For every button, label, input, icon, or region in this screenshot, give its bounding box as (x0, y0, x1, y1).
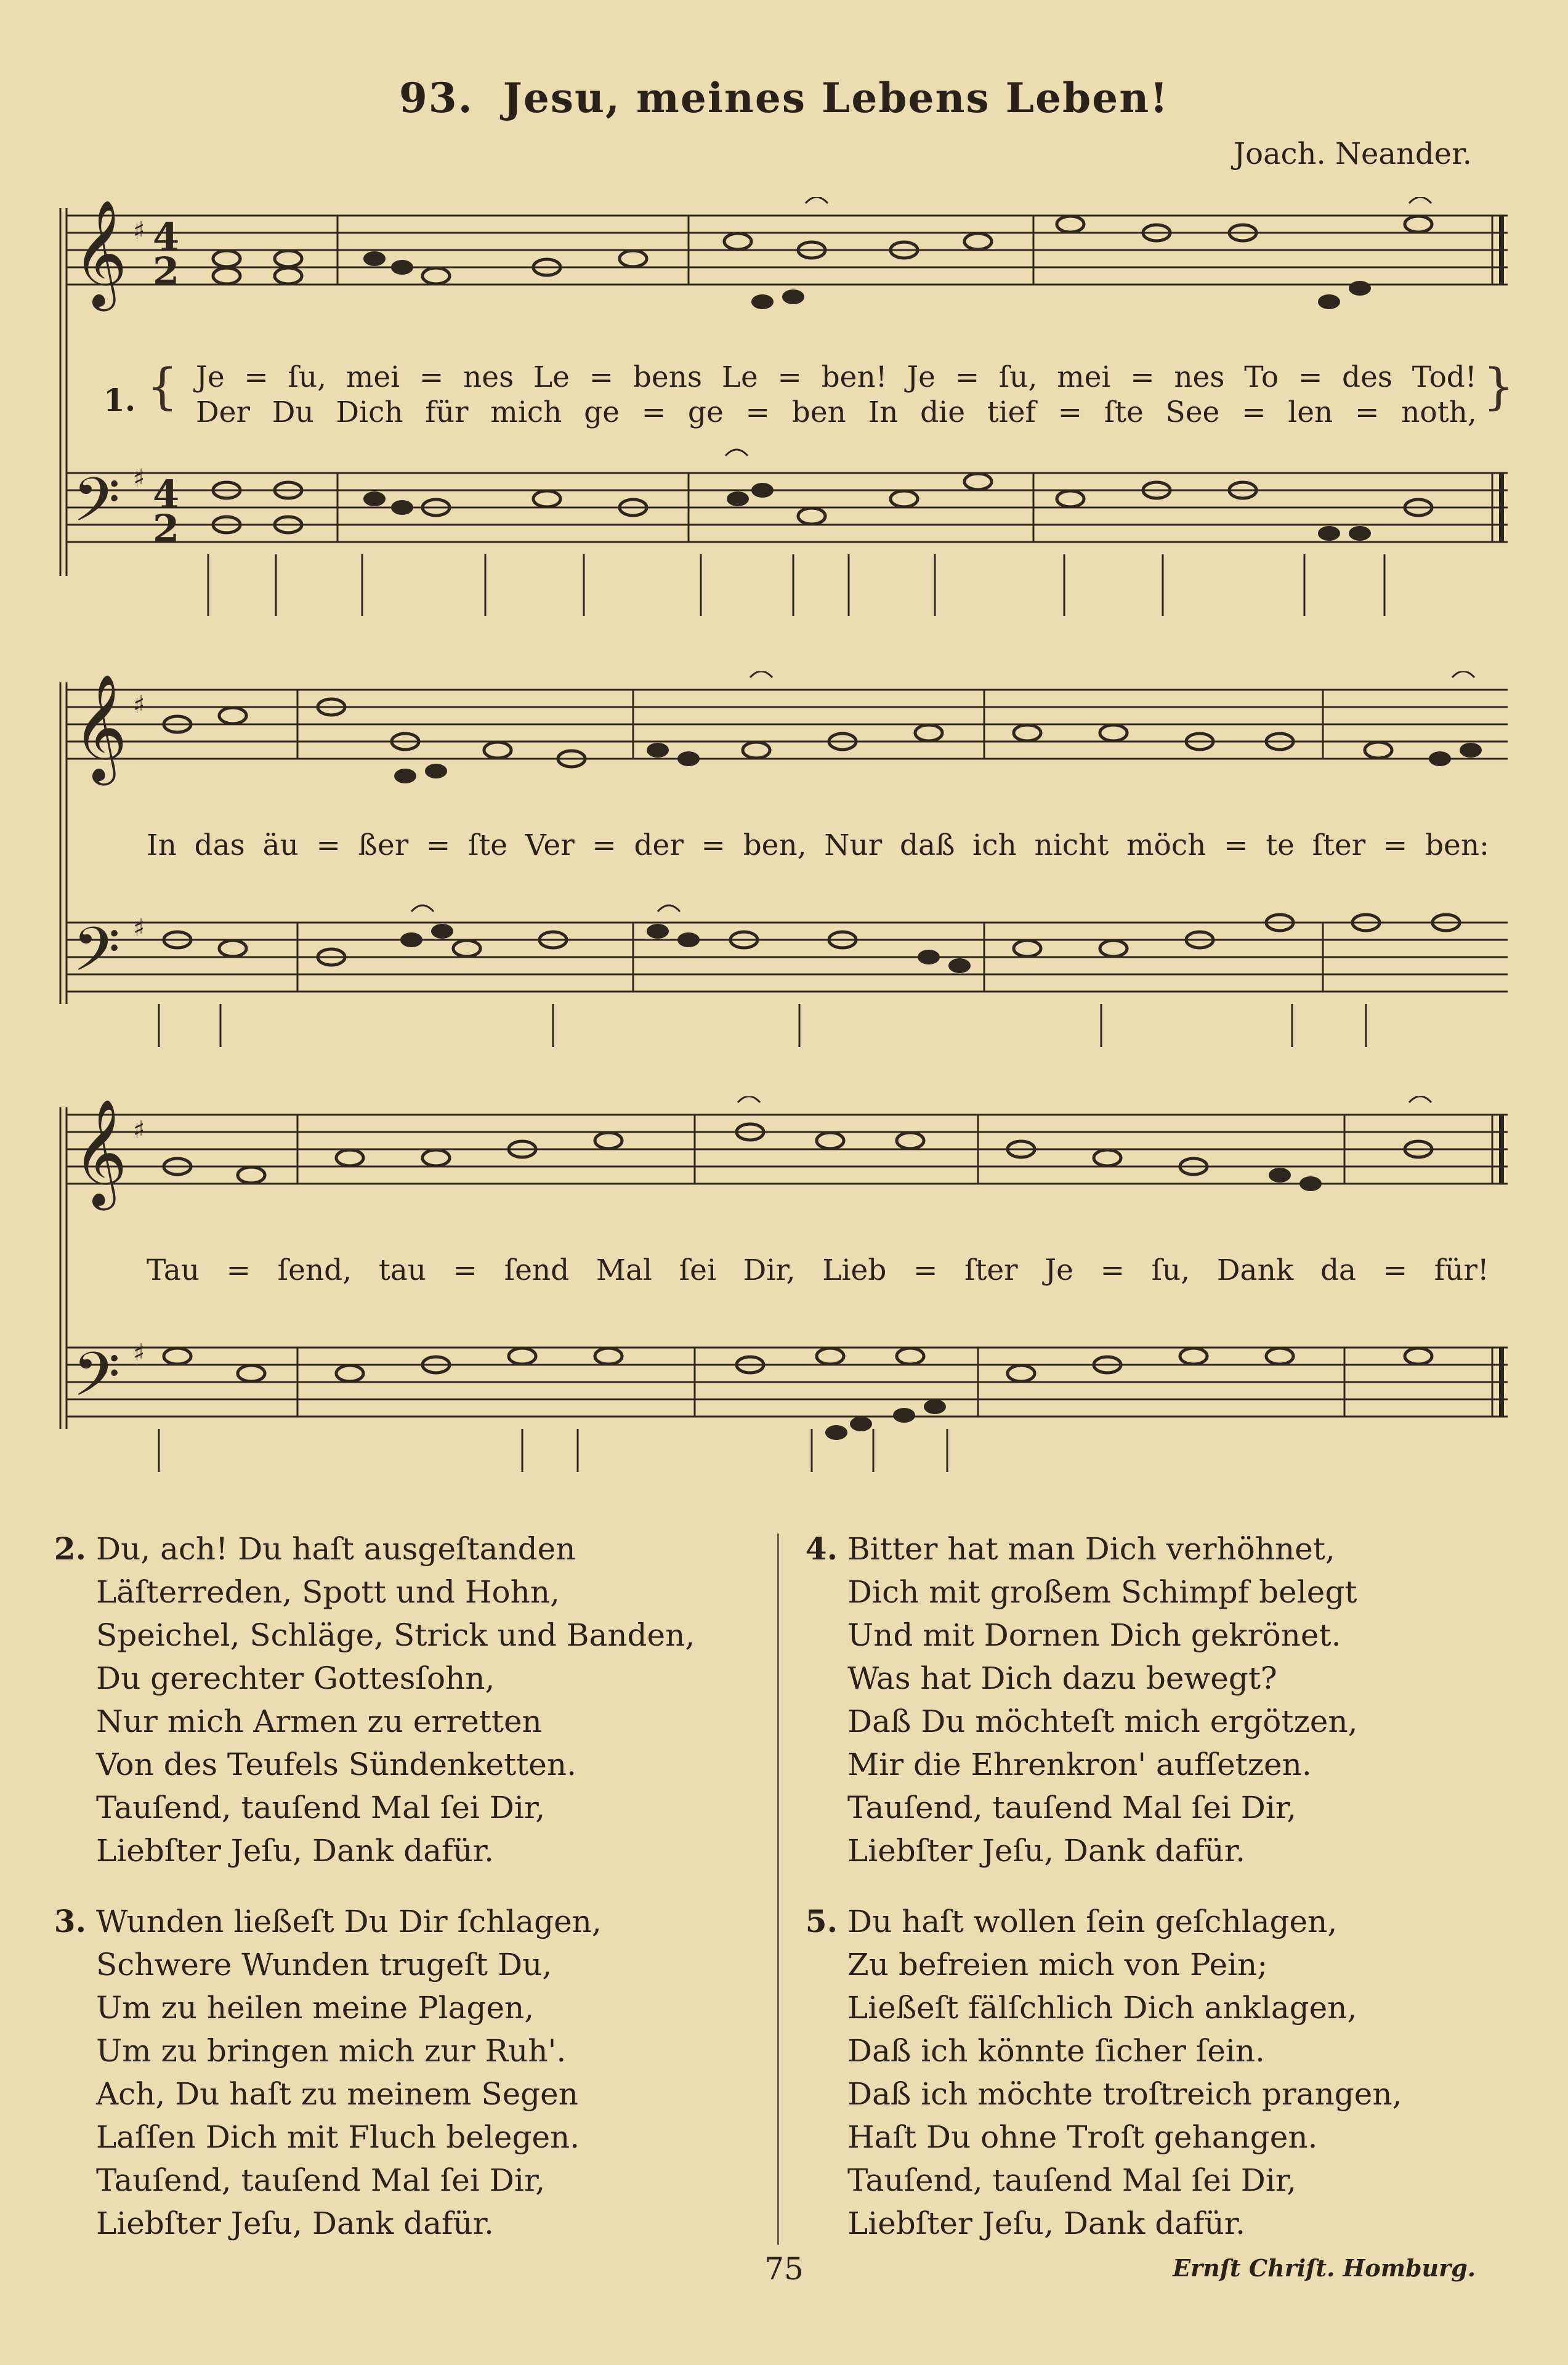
stanza-lines (96, 1527, 695, 1872)
lyric-syllable: = (745, 395, 770, 429)
lyric-syllable: Le (533, 360, 570, 394)
lyric-syllable: ſend (504, 1253, 570, 1287)
lyric-syllable: See (1165, 395, 1220, 429)
lyric-syllable: Dich (336, 395, 403, 429)
stanza-number: 4. (805, 1530, 838, 1567)
lyric-syllable: = (244, 360, 269, 394)
lyric-syllable: ſter (1312, 828, 1366, 862)
lyric-syllable: ſei (679, 1253, 716, 1287)
composer-credit: Ernſt Chriſt. Homburg. (1173, 2254, 1476, 2282)
lyric-syllable: Je (196, 360, 225, 394)
stanza-line: Tauſend, tauſend Mal ſei Dir, (847, 2162, 1297, 2198)
lyric-syllable: ge (687, 395, 724, 429)
lyric-syllable: Ver (525, 828, 575, 862)
lyric-syllable: tief (987, 395, 1036, 429)
lyric-syllable: da (1320, 1253, 1357, 1287)
lyric-syllable: möch (1126, 828, 1206, 862)
lyric-syllable: Lieb (822, 1253, 887, 1287)
lyric-syllable: Der (196, 395, 250, 429)
lyric-syllable: nes (1174, 360, 1225, 394)
stanza-line: Schwere Wunden trugeſt Du, (96, 1947, 552, 1983)
stanza-number: 2. (54, 1530, 86, 1567)
lyric-syllable: Nur (824, 828, 883, 862)
score-system-3 (54, 1096, 1514, 1490)
lyric-syllable: mich (490, 395, 562, 429)
lyric-syllable: To (1244, 360, 1279, 394)
lyric-syllable: = (1383, 828, 1408, 862)
stanza-line: Liebſter Jeſu, Dank dafür. (96, 1833, 495, 1869)
lyric-syllable: mei (1057, 360, 1111, 394)
column-divider (777, 1534, 779, 2245)
lyric-syllable: ſu, (288, 360, 327, 394)
stanza-lines (847, 1527, 1358, 1872)
stanza-line: Daß ich könnte ſicher ſein. (847, 2033, 1265, 2069)
svg-text:♯: ♯ (133, 1116, 145, 1144)
svg-text:♯: ♯ (133, 691, 145, 719)
score-system-2 (54, 671, 1514, 1065)
stanza-line: Dich mit großem Schimpf belegt (847, 1574, 1357, 1610)
lyric-syllable: ſte (467, 828, 508, 862)
stanza-line: Wunden ließeſt Du Dir ſchlagen, (96, 1904, 602, 1939)
stanza-number: 5. (805, 1903, 838, 1939)
stanza-line: Haſt Du ohne Troſt gehangen. (847, 2119, 1318, 2155)
lyric-syllable: ich (972, 828, 1017, 862)
lyric-syllable: = (1355, 395, 1380, 429)
lyric-syllable: In (147, 828, 177, 862)
brace-icon: { (147, 358, 178, 415)
stanza-2 (37, 1527, 764, 1885)
lyric-syllable: = (955, 360, 980, 394)
note-stems (208, 554, 1384, 616)
lyric-line (196, 360, 1477, 394)
stanza-line: Von des Teufels Sündenketten. (96, 1747, 576, 1782)
stanza-line: Liebſter Jeſu, Dank dafür. (847, 1833, 1246, 1869)
svg-text:4: 4 (153, 472, 180, 517)
lyric-syllable: ſu, (998, 360, 1038, 394)
lyric-syllable: len (1288, 395, 1333, 429)
lyric-syllable: ſu, (1151, 1253, 1190, 1287)
text-author: Joach. Neander. (1233, 137, 1472, 171)
lyric-syllable: ben! (821, 360, 887, 394)
lyric-syllable: = (1383, 1253, 1408, 1287)
stanza-line: Um zu heilen meine Plagen, (96, 1990, 535, 2026)
lyric-syllable: Dank (1216, 1253, 1294, 1287)
lyric-syllable: ge (584, 395, 620, 429)
stanza-line: Ließeſt fälſchlich Dich anklagen, (847, 1990, 1357, 2026)
lyric-syllable: = (1298, 360, 1323, 394)
lyric-syllable: = (1224, 828, 1248, 862)
svg-text:♯: ♯ (133, 914, 145, 942)
lyric-line (196, 395, 1477, 429)
lyric-syllable: Le (721, 360, 758, 394)
stanza-line: Läſterreden, Spott und Hohn, (96, 1574, 560, 1610)
stanza-line: Zu befreien mich von Pein; (847, 1947, 1268, 1983)
lyric-syllable: noth, (1401, 395, 1477, 429)
lyric-syllable: In (868, 395, 899, 429)
lyric-syllable: = (1057, 395, 1082, 429)
lyric-syllable: = (1242, 395, 1266, 429)
lyric-syllable: te (1266, 828, 1295, 862)
lyric-syllable: für! (1434, 1253, 1489, 1287)
music-system-1: 𝄞 𝄢 ♯ ♯ 4 2 4 2 1. { Je = ſu, mei = nes Le = bens Le = ben! Je = ſu, mei = nes To = des Tod! Der Du Dich für mich ge = ge = ben In die tief = ſte See = len = noth, } (54, 197, 1514, 628)
music-system-2 (54, 671, 1514, 1065)
lyric-syllable: ſte (1104, 395, 1144, 429)
hymn-title-text: Jesu, meines Lebens Leben! (503, 74, 1170, 122)
lyric-syllable: Tau (147, 1253, 200, 1287)
bass-clef-icon: 𝄢 (73, 915, 121, 1000)
lyric-syllable: ſter (964, 1253, 1018, 1287)
lyric-syllable: Dir, (743, 1253, 796, 1287)
lyric-syllable: äu (262, 828, 299, 862)
lyric-syllable: die (920, 395, 966, 429)
lyric-syllable: = (1130, 360, 1155, 394)
stanza-line: Tauſend, tauſend Mal ſei Dir, (96, 1790, 546, 1825)
lyric-syllable: Du (272, 395, 314, 429)
stanza-line: Um zu bringen mich zur Ruh'. (96, 2033, 567, 2069)
lyric-line (147, 1253, 1489, 1287)
lyric-syllable: = (453, 1253, 478, 1287)
svg-text:♯: ♯ (133, 1339, 145, 1367)
lyric-syllable: ſend, (277, 1253, 352, 1287)
lyric-syllable: das (194, 828, 245, 862)
stanza-line: Nur mich Armen zu erretten (96, 1704, 542, 1739)
stanza-line: Mir die Ehrenkron' aufſetzen. (847, 1747, 1312, 1782)
stanza-line: Und mit Dornen Dich gekrönet. (847, 1617, 1341, 1653)
stanza-lines (96, 1900, 602, 2245)
stanza-lines (847, 1900, 1402, 2245)
stanza-line: Tauſend, tauſend Mal ſei Dir, (96, 2162, 546, 2198)
stanza-line: Was hat Dich dazu bewegt? (847, 1660, 1277, 1696)
treble-clef-icon: 𝄞 (73, 674, 127, 781)
svg-text:2: 2 (153, 506, 180, 551)
stanza-line: Tauſend, tauſend Mal ſei Dir, (847, 1790, 1297, 1825)
hymn-number: 93. (398, 74, 474, 122)
lyric-syllable: Tod! (1412, 360, 1477, 394)
stanza-line: Liebſter Jeſu, Dank dafür. (96, 2205, 495, 2241)
lyric-syllable: des (1342, 360, 1393, 394)
lyric-syllable: bens (632, 360, 703, 394)
treble-clef-icon: 𝄞 (73, 200, 127, 307)
lyric-syllable: nes (463, 360, 514, 394)
lyric-syllable: ßer (358, 828, 409, 862)
svg-text:♯: ♯ (133, 464, 145, 493)
lyric-syllable: = (641, 395, 666, 429)
time-signature-top: 4 (153, 214, 180, 259)
lyric-syllable: tau (378, 1253, 427, 1287)
lyric-syllable: ben (791, 395, 846, 429)
lyric-syllable: = (913, 1253, 938, 1287)
lyric-syllable: = (419, 360, 444, 394)
treble-filled-notes (363, 251, 1371, 309)
treble-clef-icon: 𝄞 (73, 1099, 127, 1206)
sharp-icon: ♯ (133, 217, 145, 245)
lyric-syllable: = (592, 828, 616, 862)
stanza-line: Du, ach! Du haſt ausgeſtanden (96, 1531, 576, 1567)
stanza-number: 3. (54, 1903, 86, 1939)
lyric-syllable: ben, (743, 828, 807, 862)
lyric-syllable: für (425, 395, 469, 429)
bass-clef-icon: 𝄢 (73, 1340, 121, 1425)
lyric-syllable: = (777, 360, 802, 394)
lyric-syllable: Je (1045, 1253, 1073, 1287)
lyric-syllable: daß (899, 828, 955, 862)
lyric-syllable: ben: (1425, 828, 1489, 862)
lyric-syllable: = (426, 828, 451, 862)
lyric-syllable: nicht (1034, 828, 1109, 862)
lyric-syllable: Je (907, 360, 936, 394)
stanza-3 (37, 1900, 764, 2257)
stanza-4 (788, 1527, 1515, 1885)
stanza-line: Ach, Du haſt zu meinem Segen (96, 2076, 578, 2112)
stanza-line: Liebſter Jeſu, Dank dafür. (847, 2205, 1246, 2241)
hymn-title (0, 74, 1568, 122)
stanza-line: Laſſen Dich mit Fluch belegen. (96, 2119, 580, 2155)
bass-clef-icon: 𝄢 (73, 465, 121, 551)
verse-number: 1. (103, 382, 136, 418)
music-system-3 (54, 1096, 1514, 1490)
lyric-syllable: = (701, 828, 725, 862)
stanza-line: Daß ich möchte troſtreich prangen, (847, 2076, 1402, 2112)
stanza-line: Du gerechter Gottesſohn, (96, 1660, 495, 1696)
lyric-syllable: = (1100, 1253, 1125, 1287)
lyric-syllable: = (226, 1253, 251, 1287)
stanza-line: Du haſt wollen ſein geſchlagen, (847, 1904, 1338, 1939)
stanza-line: Speichel, Schläge, Strick und Banden, (96, 1617, 695, 1653)
page-number: 75 (764, 2251, 804, 2287)
lyric-syllable: der (634, 828, 684, 862)
lyric-syllable: = (316, 828, 341, 862)
lyric-syllable: mei (346, 360, 400, 394)
lyric-syllable: = (589, 360, 614, 394)
stanza-5 (788, 1900, 1515, 2257)
lyric-syllable: Mal (596, 1253, 653, 1287)
time-signature-bottom: 2 (153, 249, 180, 294)
stanza-line: Daß Du möchteſt mich ergötzen, (847, 1704, 1358, 1739)
lyric-line (147, 828, 1489, 862)
stanza-line: Bitter hat man Dich verhöhnet, (847, 1531, 1335, 1567)
